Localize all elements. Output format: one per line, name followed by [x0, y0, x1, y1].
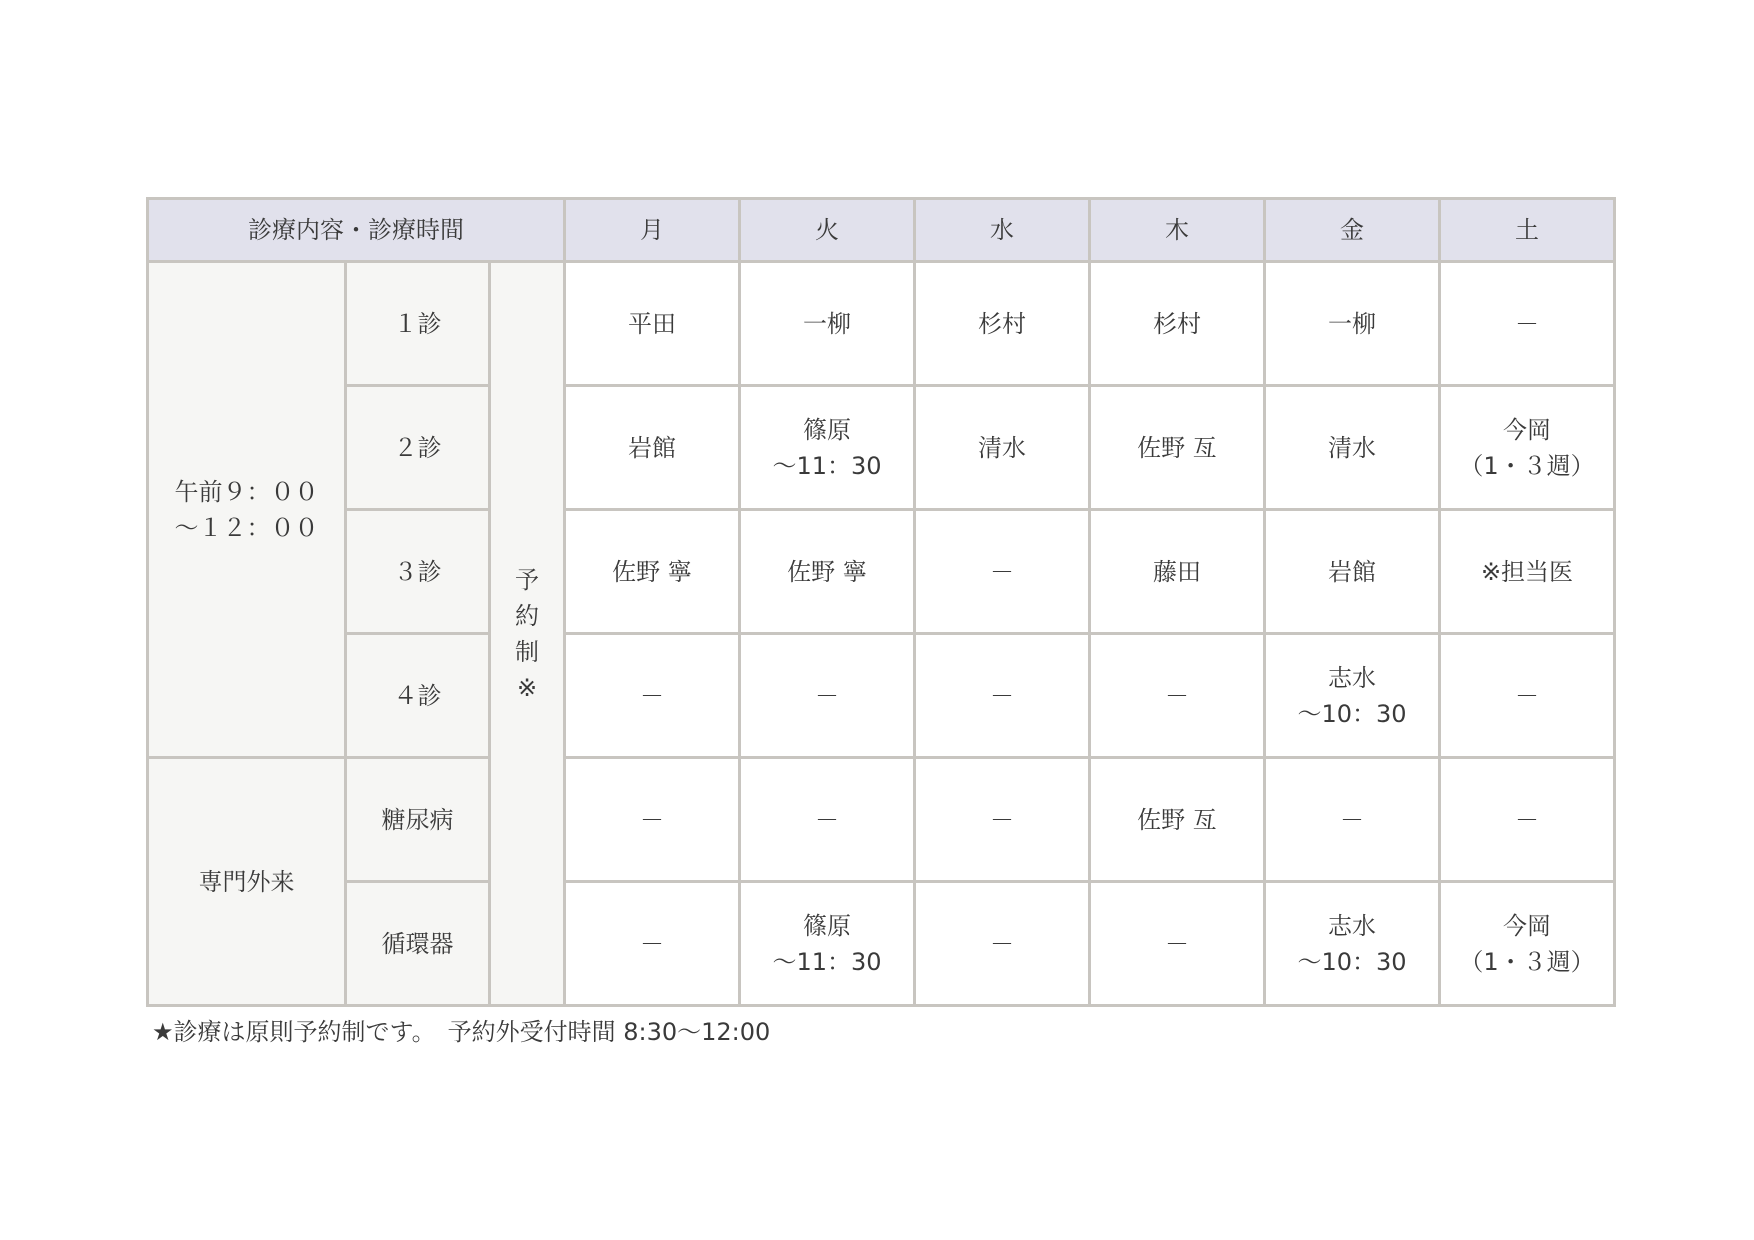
doctor-cell-text: － [1340, 805, 1364, 834]
header-row [148, 199, 1615, 262]
doctor-cell [740, 386, 915, 510]
doctor-cell [915, 386, 1090, 510]
doctor-cell-text: － [815, 805, 839, 834]
doctor-cell [1265, 262, 1440, 386]
doctor-cell [740, 262, 915, 386]
reservation-cell [490, 262, 565, 1006]
doctor-cell [1440, 262, 1615, 386]
doctor-cell-text: 篠原 [803, 911, 851, 940]
doctor-cell-text: 岩館 [1328, 557, 1376, 586]
table-row [148, 758, 1615, 882]
clinic-label: 糖尿病 [346, 758, 490, 882]
doctor-cell-text: － [640, 681, 664, 710]
doctor-cell [1440, 634, 1615, 758]
morning-time-cell [148, 262, 346, 758]
schedule-table [146, 197, 1616, 1007]
doctor-cell [1265, 758, 1440, 882]
doctor-cell-text: ～11：30 [772, 451, 882, 480]
doctor-cell-text: 佐野 亙 [1137, 433, 1217, 462]
doctor-cell-text: － [1515, 805, 1539, 834]
doctor-cell-text: － [640, 805, 664, 834]
doctor-cell-text: （1・３週） [1459, 451, 1595, 480]
doctor-cell-text: 清水 [1328, 433, 1376, 462]
doctor-cell [1440, 510, 1615, 634]
doctor-cell-text: 平田 [628, 309, 676, 338]
doctor-cell-text: － [1515, 681, 1539, 710]
table-row [148, 262, 1615, 386]
doctor-cell [1090, 634, 1265, 758]
doctor-cell [1265, 386, 1440, 510]
doctor-cell-text: 一柳 [1328, 309, 1376, 338]
doctor-cell-text: － [990, 557, 1014, 586]
header-day: 金 [1265, 199, 1440, 262]
doctor-cell-text: 佐野 寧 [787, 557, 867, 586]
doctor-cell [1440, 758, 1615, 882]
doctor-cell-text: 佐野 寧 [612, 557, 692, 586]
doctor-cell [915, 510, 1090, 634]
doctor-cell-text: 志水 [1328, 911, 1376, 940]
doctor-cell-text: － [1165, 929, 1189, 958]
doctor-cell [565, 262, 740, 386]
doctor-cell-text: 今岡 [1503, 415, 1551, 444]
doctor-cell [1265, 634, 1440, 758]
header-day: 月 [565, 199, 740, 262]
specialty-outpatient-cell: 専門外来 [148, 758, 346, 1006]
clinic-label: 循環器 [346, 882, 490, 1006]
doctor-cell-text: － [640, 929, 664, 958]
table-row [148, 386, 1615, 510]
morning-time-text: 午前９：００ [174, 477, 319, 506]
doctor-cell [1440, 386, 1615, 510]
doctor-cell-text: 篠原 [803, 415, 851, 444]
table-row [148, 634, 1615, 758]
doctor-cell [740, 634, 915, 758]
doctor-cell [565, 758, 740, 882]
doctor-cell [915, 262, 1090, 386]
doctor-cell-text: ～10：30 [1297, 699, 1407, 728]
doctor-cell [1090, 510, 1265, 634]
doctor-cell [740, 882, 915, 1006]
header-category: 診療内容・診療時間 [148, 199, 565, 262]
doctor-cell-text: 一柳 [803, 309, 851, 338]
clinic-label: ４診 [346, 634, 490, 758]
doctor-cell [1090, 386, 1265, 510]
doctor-cell-text: 杉村 [1153, 309, 1201, 338]
doctor-cell-text: ～10：30 [1297, 947, 1407, 976]
doctor-cell-text: － [1165, 681, 1189, 710]
doctor-cell-text: 杉村 [978, 309, 1026, 338]
doctor-cell-text: 佐野 亙 [1137, 805, 1217, 834]
doctor-cell-text: 今岡 [1503, 911, 1551, 940]
doctor-cell [915, 882, 1090, 1006]
doctor-cell [565, 386, 740, 510]
table-row [148, 882, 1615, 1006]
doctor-cell-text: 志水 [1328, 663, 1376, 692]
reservation-text: 予約制※ [515, 565, 539, 702]
doctor-cell-text: － [990, 929, 1014, 958]
clinic-label: １診 [346, 262, 490, 386]
doctor-cell-text: ※担当医 [1480, 557, 1574, 586]
header-day: 水 [915, 199, 1090, 262]
doctor-cell-text: － [990, 805, 1014, 834]
doctor-cell-text: （1・３週） [1459, 947, 1595, 976]
morning-time-text: ～１２：００ [174, 513, 319, 542]
header-day: 土 [1440, 199, 1615, 262]
doctor-cell-text: － [1515, 309, 1539, 338]
doctor-cell [1090, 262, 1265, 386]
doctor-cell [1440, 882, 1615, 1006]
doctor-cell [1265, 882, 1440, 1006]
doctor-cell-text: ～11：30 [772, 947, 882, 976]
clinic-label: ２診 [346, 386, 490, 510]
doctor-cell [1090, 882, 1265, 1006]
doctor-cell [915, 758, 1090, 882]
doctor-cell [915, 634, 1090, 758]
doctor-cell-text: 藤田 [1153, 557, 1201, 586]
doctor-cell-text: 岩館 [628, 433, 676, 462]
table-row [148, 510, 1615, 634]
doctor-cell-text: － [815, 681, 839, 710]
doctor-cell [740, 758, 915, 882]
header-day: 火 [740, 199, 915, 262]
doctor-cell [565, 510, 740, 634]
doctor-cell [565, 634, 740, 758]
doctor-cell [565, 882, 740, 1006]
doctor-cell [1090, 758, 1265, 882]
doctor-cell-text: 清水 [978, 433, 1026, 462]
doctor-cell [740, 510, 915, 634]
clinic-label: ３診 [346, 510, 490, 634]
reservation-note: ★診療は原則予約制です。 予約外受付時間 8:30～12:00 [152, 1018, 771, 1046]
doctor-cell [1265, 510, 1440, 634]
doctor-cell-text: － [990, 681, 1014, 710]
header-day: 木 [1090, 199, 1265, 262]
